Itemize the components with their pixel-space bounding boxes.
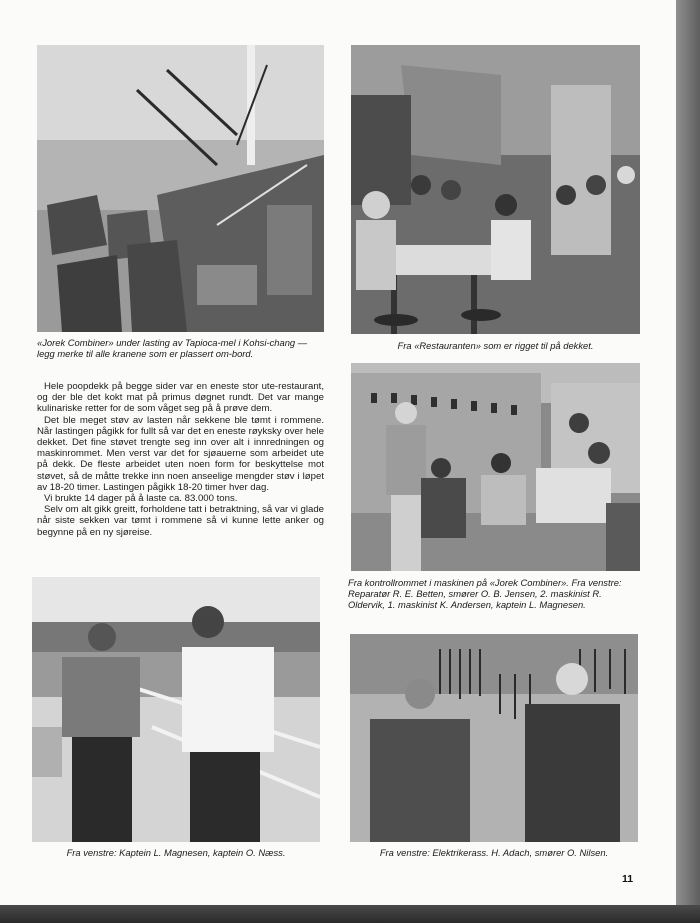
harbor-photo-caption: «Jorek Combiner» under lasting av Tapioca-mel i Kohsi-chang — legg merke til alle kranene som er plassert om-bord.	[37, 337, 308, 360]
control-room-photo-caption: Fra kontrollrommet i maskinen på «Jorek Combiner». Fra venstre: Reparatør R. E. Betten, smører O. B. Jensen, 2. maskinist R. Oldervik, 1. maskinist K. Andersen, kaptein L. Magnesen.	[348, 577, 622, 611]
captains-photo-caption: Fra venstre: Kaptein L. Magnesen, kaptein O. Næss.	[66, 847, 286, 858]
article-paragraph: Det ble meget støv av lasten når sekkene ble tømt i rommene. Når lastingen pågikk for fullt så var det en eneste røyksky over hele dekket. Det fine støvet trengte seg inn over alt i innredningen og maskinrommet. Men verst var det for sjøauerne som arbeidet ute på dekk. De fleste arbeidet uten noen form for beskyttelse mot støvet, så de måtte trekke inn noen anseelige mengder støv i løpet av 18-20 timer. Lastingen pågikk 18-20 timer hver dag.	[37, 414, 324, 493]
article-body	[37, 381, 324, 538]
restaurant-photo-caption: Fra «Restauranten» som er rigget til på dekket.	[397, 340, 594, 351]
article-paragraph: Hele poopdekk på begge sider var en eneste stor ute-restaurant, og der ble det kokt mat på primus døgnet rundt. Det var mange kulinariske retter for de som våget seg på å prøve dem.	[37, 381, 324, 415]
harbor-loading-photo	[37, 45, 324, 332]
page-edge-shadow	[0, 905, 700, 923]
article-paragraph: Vi brukte 14 dager på å laste ca. 83.000 tons.	[44, 493, 238, 505]
electricians-photo-caption: Fra venstre: Elektrikerass. H. Adach, smører O. Nilsen.	[379, 847, 609, 858]
page-number: 11	[622, 873, 634, 885]
page-edge-shadow	[676, 0, 700, 905]
restaurant-photo	[351, 45, 640, 334]
electricians-photo	[350, 634, 638, 842]
control-room-photo	[351, 363, 640, 571]
captains-photo	[32, 577, 320, 842]
article-paragraph: Selv om alt gikk greitt, forholdene tatt i betraktning, så var vi glade når siste sekken var tømt i rommene så vi kunne lette anker og begynne på en ny sjøreise.	[37, 504, 324, 538]
